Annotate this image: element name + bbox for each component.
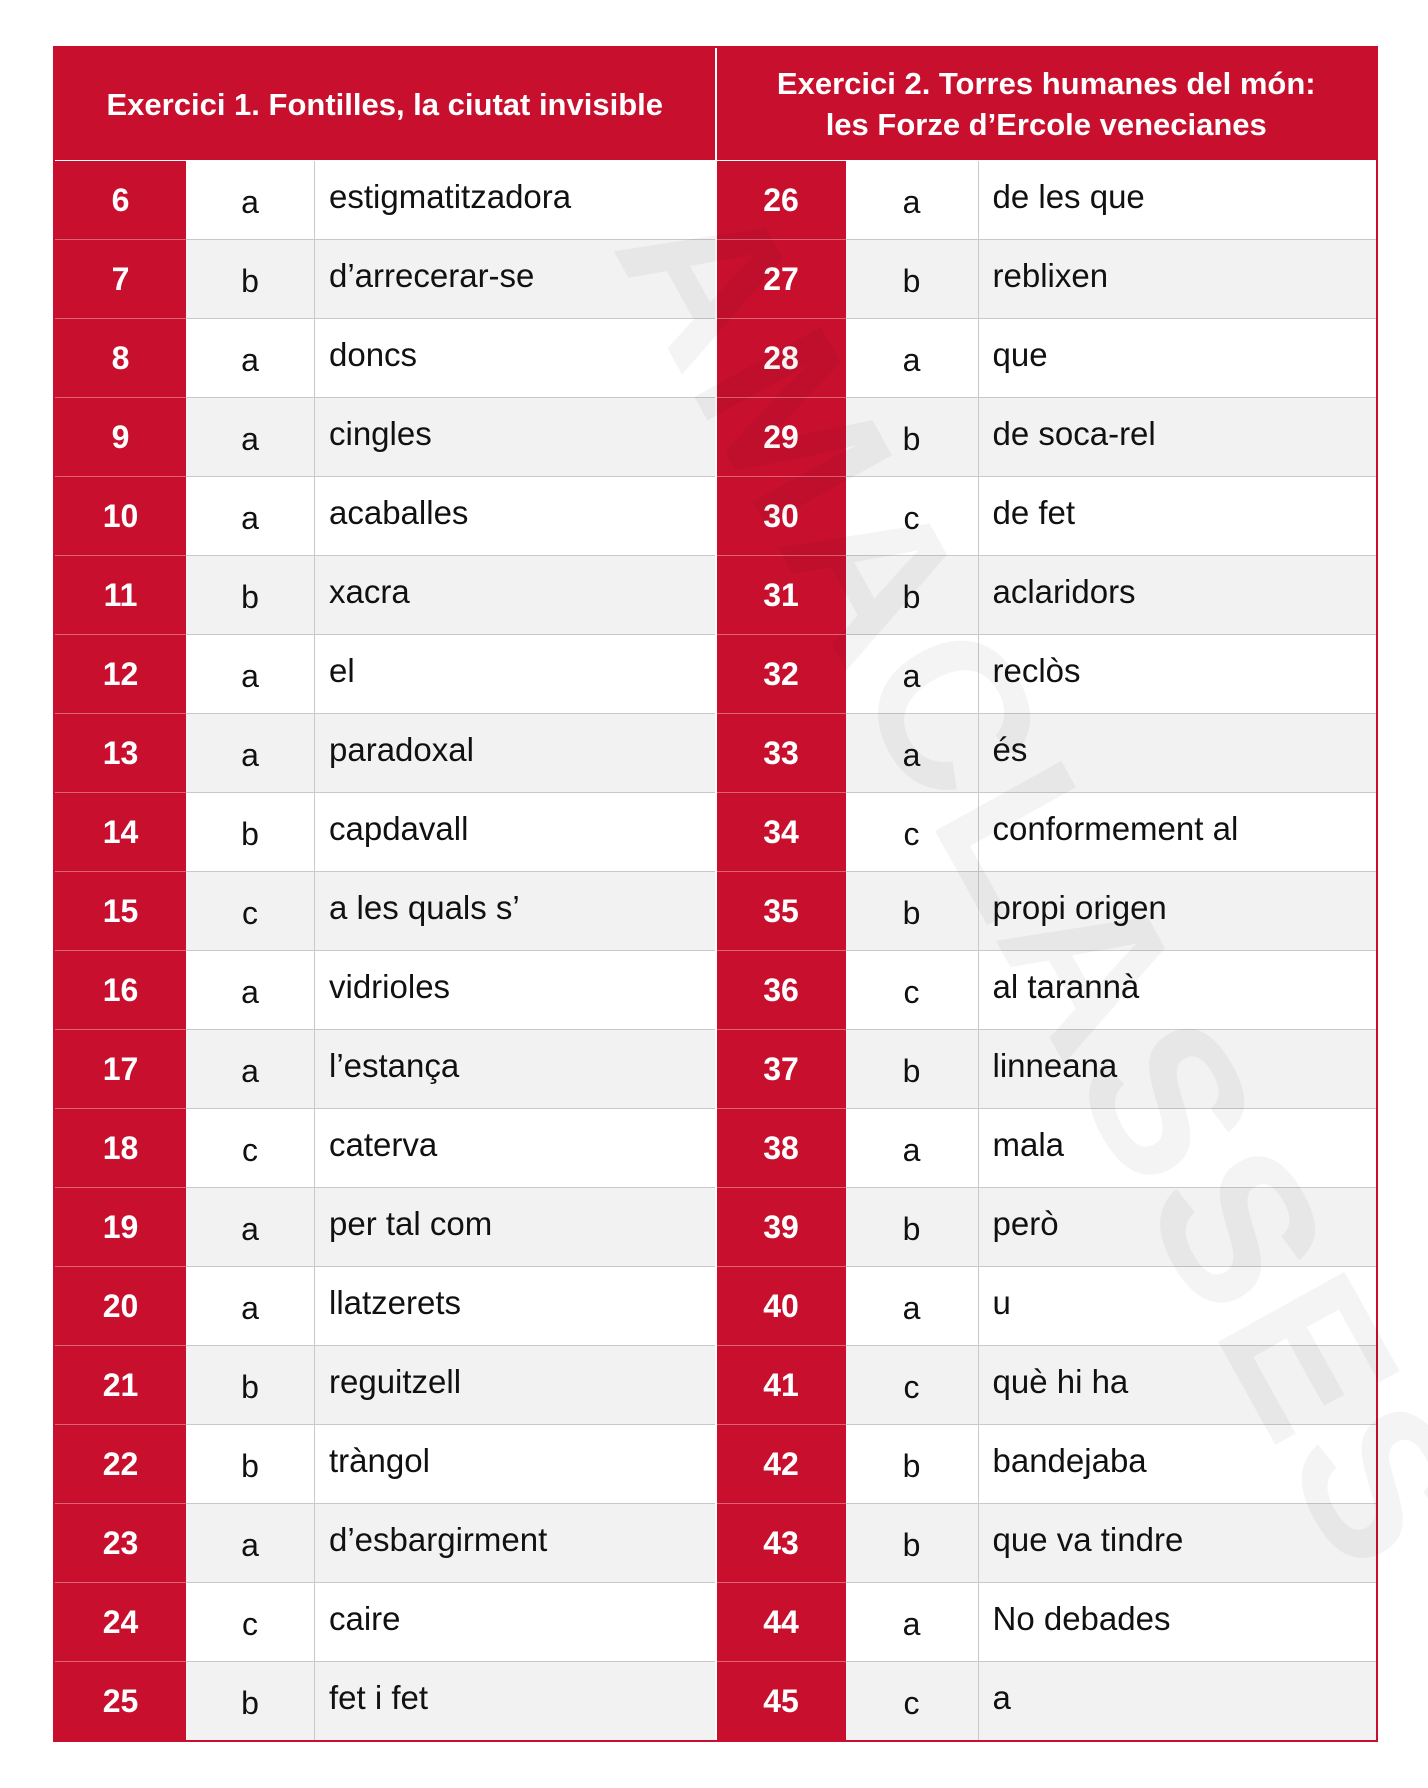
- answer-letter: b: [846, 1030, 979, 1108]
- answer-letter: a: [186, 398, 315, 476]
- answer-letter: a: [846, 319, 979, 397]
- table-row: [717, 1503, 1377, 1582]
- answer-word: u: [992, 1284, 1011, 1321]
- question-number: 22: [55, 1424, 186, 1503]
- question-number: 12: [55, 634, 186, 713]
- answer-letter: c: [846, 1346, 979, 1424]
- answer-letter: a: [186, 319, 315, 397]
- answer-word: mala: [992, 1126, 1065, 1163]
- question-number: 18: [55, 1108, 186, 1187]
- table-row: [55, 555, 715, 634]
- answer-word: xacra: [315, 556, 715, 634]
- table-row: [55, 1266, 715, 1345]
- table-row: [55, 397, 715, 476]
- answer-letter: a: [186, 477, 315, 555]
- question-number: 17: [55, 1029, 186, 1108]
- question-number: 15: [55, 871, 186, 950]
- table-row: [717, 239, 1377, 318]
- answer-letter: a: [186, 951, 315, 1029]
- question-number: 40: [717, 1266, 846, 1345]
- answer-word: fet i fet: [315, 1662, 715, 1740]
- answer-word: paradoxal: [315, 714, 715, 792]
- answer-word: d’esbargirment: [315, 1504, 715, 1582]
- answer-word: que: [992, 336, 1048, 373]
- answer-key-table: [53, 46, 1378, 1742]
- table-columns: [55, 48, 1376, 1740]
- question-number: 42: [717, 1424, 846, 1503]
- question-number: 38: [717, 1108, 846, 1187]
- question-number: 34: [717, 792, 846, 871]
- answer-letter: b: [186, 1425, 315, 1503]
- answer-letter: a: [186, 161, 315, 239]
- table-row: [717, 1108, 1377, 1187]
- table-row: [717, 555, 1377, 634]
- table-row: [55, 713, 715, 792]
- table-row: [717, 713, 1377, 792]
- answer-word: caterva: [329, 1126, 438, 1163]
- question-number: 39: [717, 1187, 846, 1266]
- table-row: [55, 634, 715, 713]
- answer-letter: c: [846, 793, 979, 871]
- exercise2-title-line2: les Forze d’Ercole venecianes: [825, 107, 1267, 142]
- answer-word: al tarannà: [992, 968, 1140, 1005]
- question-number: 37: [717, 1029, 846, 1108]
- question-number: 33: [717, 713, 846, 792]
- question-number: 11: [55, 555, 186, 634]
- table-row: [55, 318, 715, 397]
- table-row: [55, 476, 715, 555]
- answer-letter: b: [846, 398, 979, 476]
- table-row: [717, 1266, 1377, 1345]
- table-row: [55, 1108, 715, 1187]
- question-number: 24: [55, 1582, 186, 1661]
- exercise2-header: [717, 48, 1377, 160]
- table-row: [55, 160, 715, 239]
- answer-letter: a: [846, 635, 979, 713]
- exercise2-section: [715, 48, 1377, 1740]
- answer-letter: b: [186, 1662, 315, 1740]
- answer-word: bandejaba: [992, 1442, 1147, 1479]
- question-number: 29: [717, 397, 846, 476]
- table-row: [55, 1345, 715, 1424]
- table-row: [55, 1029, 715, 1108]
- table-row: [717, 318, 1377, 397]
- exercise1-rows: [55, 160, 715, 1740]
- exercise2-rows: [717, 160, 1377, 1740]
- answer-letter: b: [846, 1504, 979, 1582]
- answer-letter: a: [186, 1504, 315, 1582]
- answer-letter: b: [186, 793, 315, 871]
- question-number: 6: [55, 161, 186, 239]
- answer-word: No debades: [992, 1600, 1171, 1637]
- answer-letter: c: [186, 1109, 315, 1187]
- question-number: 28: [717, 318, 846, 397]
- answer-letter: a: [846, 161, 979, 239]
- table-row: [55, 1582, 715, 1661]
- exercise1-header: [55, 48, 715, 160]
- question-number: 20: [55, 1266, 186, 1345]
- answer-letter: a: [846, 714, 979, 792]
- question-number: 25: [55, 1661, 186, 1740]
- answer-letter: a: [186, 635, 315, 713]
- exercise1-section: [55, 48, 715, 1740]
- table-row: [717, 160, 1377, 239]
- answer-word: llatzerets: [329, 1284, 462, 1321]
- question-number: 16: [55, 950, 186, 1029]
- answer-word: de soca-rel: [979, 398, 1377, 476]
- answer-word: acaballes: [329, 494, 469, 531]
- question-number: 7: [55, 239, 186, 318]
- answer-word: capdavall: [329, 810, 469, 847]
- question-number: 44: [717, 1582, 846, 1661]
- table-row: [717, 634, 1377, 713]
- answer-word: el: [329, 652, 355, 689]
- answer-word: de fet: [992, 494, 1076, 531]
- question-number: 23: [55, 1503, 186, 1582]
- table-row: [717, 1582, 1377, 1661]
- answer-word: però: [979, 1188, 1377, 1266]
- answer-letter: c: [846, 1662, 979, 1740]
- table-row: [55, 1187, 715, 1266]
- table-row: [717, 1424, 1377, 1503]
- table-row: [55, 1661, 715, 1740]
- answer-word: reblixen: [979, 240, 1377, 318]
- answer-word: propi origen: [979, 872, 1377, 950]
- answer-letter: a: [186, 1267, 315, 1345]
- table-row: [55, 1503, 715, 1582]
- table-row: [717, 1187, 1377, 1266]
- answer-word: tràngol: [329, 1442, 430, 1479]
- table-row: [717, 1661, 1377, 1740]
- answer-word: què hi ha: [979, 1346, 1377, 1424]
- question-number: 19: [55, 1187, 186, 1266]
- question-number: 35: [717, 871, 846, 950]
- table-row: [717, 792, 1377, 871]
- answer-word: a: [979, 1662, 1377, 1740]
- table-row: [55, 239, 715, 318]
- question-number: 45: [717, 1661, 846, 1740]
- question-number: 26: [717, 161, 846, 239]
- answer-letter: c: [846, 951, 979, 1029]
- question-number: 27: [717, 239, 846, 318]
- answer-letter: b: [186, 240, 315, 318]
- answer-letter: c: [186, 872, 315, 950]
- table-row: [55, 792, 715, 871]
- answer-word: linneana: [979, 1030, 1377, 1108]
- question-number: 14: [55, 792, 186, 871]
- answer-letter: c: [846, 477, 979, 555]
- answer-word: d’arrecerar-se: [315, 240, 715, 318]
- table-row: [717, 397, 1377, 476]
- answer-word: reguitzell: [315, 1346, 715, 1424]
- question-number: 21: [55, 1345, 186, 1424]
- answer-letter: b: [186, 1346, 315, 1424]
- answer-word: caire: [329, 1600, 401, 1637]
- exercise1-title: Exercici 1. Fontilles, la ciutat invisible: [106, 86, 663, 122]
- table-row: [717, 476, 1377, 555]
- answer-letter: b: [846, 872, 979, 950]
- answer-letter: b: [846, 240, 979, 318]
- answer-word: que va tindre: [979, 1504, 1377, 1582]
- answer-letter: a: [186, 1188, 315, 1266]
- exercise2-title-line1: Exercici 2. Torres humanes del món:: [776, 66, 1316, 101]
- answer-letter: b: [846, 556, 979, 634]
- question-number: 36: [717, 950, 846, 1029]
- answer-word: per tal com: [315, 1188, 715, 1266]
- answer-letter: a: [846, 1267, 979, 1345]
- answer-letter: c: [186, 1583, 315, 1661]
- table-row: [55, 1424, 715, 1503]
- answer-word: aclaridors: [979, 556, 1377, 634]
- question-number: 8: [55, 318, 186, 397]
- question-number: 13: [55, 713, 186, 792]
- answer-word: estigmatitzadora: [329, 178, 572, 215]
- table-row: [717, 1345, 1377, 1424]
- answer-word: de les que: [992, 178, 1145, 215]
- answer-letter: a: [846, 1583, 979, 1661]
- table-row: [717, 950, 1377, 1029]
- answer-letter: b: [186, 556, 315, 634]
- answer-word: l’estança: [315, 1030, 715, 1108]
- answer-word: cingles: [315, 398, 715, 476]
- question-number: 10: [55, 476, 186, 555]
- answer-letter: a: [186, 1030, 315, 1108]
- answer-word: reclòs: [992, 652, 1081, 689]
- question-number: 30: [717, 476, 846, 555]
- table-row: [717, 871, 1377, 950]
- answer-letter: a: [846, 1109, 979, 1187]
- answer-word: a les quals s’: [315, 872, 715, 950]
- table-row: [55, 871, 715, 950]
- answer-letter: a: [186, 714, 315, 792]
- table-row: [717, 1029, 1377, 1108]
- answer-word: conformement al: [992, 810, 1239, 847]
- question-number: 9: [55, 397, 186, 476]
- question-number: 31: [717, 555, 846, 634]
- answer-word: és: [979, 714, 1377, 792]
- answer-letter: b: [846, 1188, 979, 1266]
- question-number: 41: [717, 1345, 846, 1424]
- question-number: 32: [717, 634, 846, 713]
- table-row: [55, 950, 715, 1029]
- answer-letter: b: [846, 1425, 979, 1503]
- question-number: 43: [717, 1503, 846, 1582]
- answer-word: doncs: [329, 336, 418, 373]
- answer-word: vidrioles: [329, 968, 451, 1005]
